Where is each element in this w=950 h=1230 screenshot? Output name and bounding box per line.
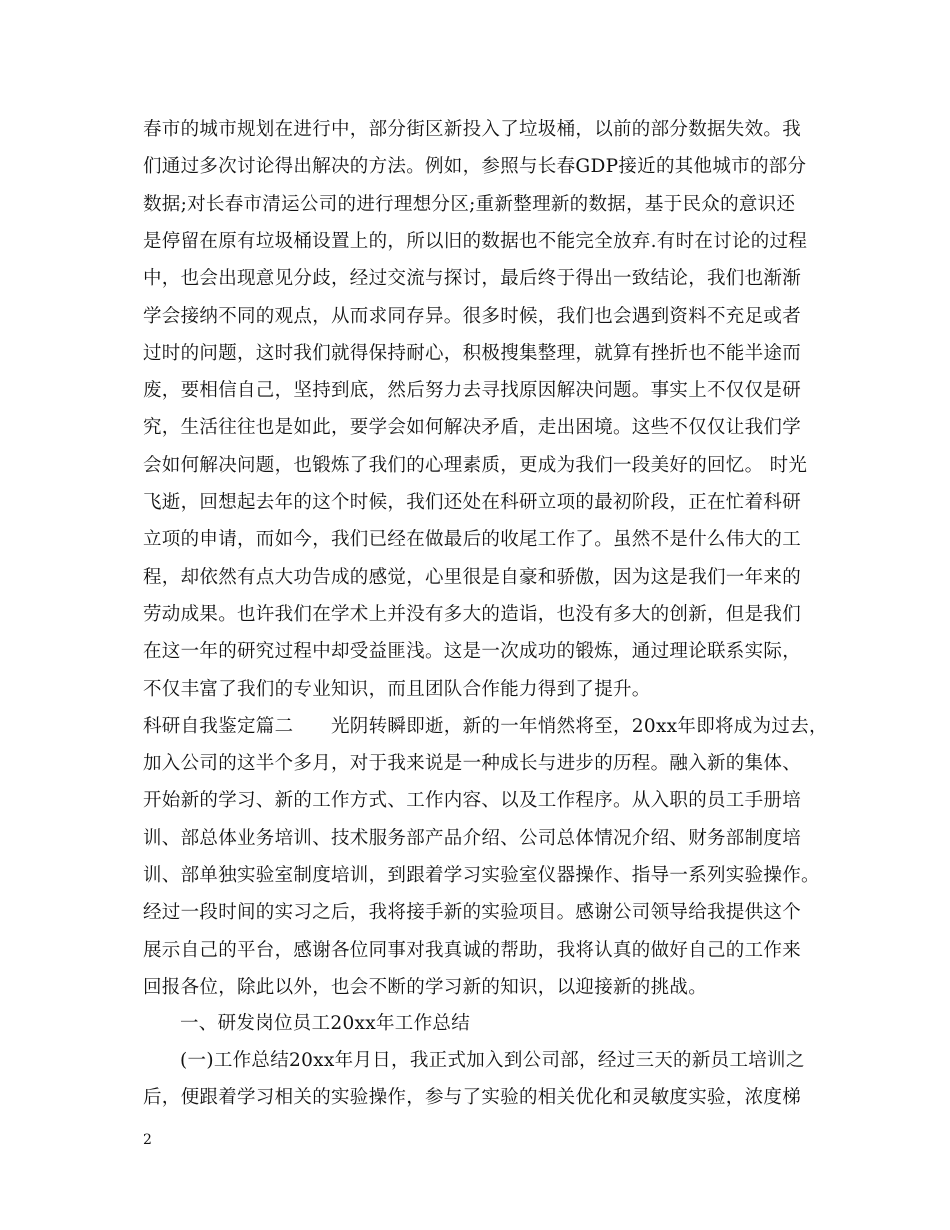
paragraph-line: 们通过多次讨论得出解决的方法。例如，参照与长春GDP接近的其他城市的部分: [143, 156, 807, 178]
paragraph-line: 不仅丰富了我们的专业知识，而且团队合作能力得到了提升。: [143, 678, 651, 700]
paragraph-line: 展示自己的平台，感谢各位同事对我真诚的帮助，我将认真的做好自己的工作来: [143, 939, 802, 961]
paragraph-line: 数据;对长春市清运公司的进行理想分区;重新整理新的数据，基于民众的意识还: [143, 193, 796, 215]
paragraph-line: 立项的申请，而如今，我们已经在做最后的收尾工作了。虽然不是什么伟大的工: [143, 529, 802, 551]
page-number: 2: [143, 1132, 152, 1148]
paragraph-line: 开始新的学习、新的工作方式、工作内容、以及工作程序。从入职的员工手册培: [143, 790, 802, 812]
paragraph-line: 春市的城市规划在进行中，部分街区新投入了垃圾桶，以前的部分数据失效。我: [143, 119, 802, 140]
paragraph-line: 训、部总体业务培训、技术服务部产品介绍、公司总体情况介绍、财务部制度培: [143, 827, 802, 849]
paragraph-line: 科研自我鉴定篇二 光阴转瞬即逝，新的一年悄然将至，20xx年即将成为过去，: [143, 715, 828, 737]
paragraph-line: 劳动成果。也许我们在学术上并没有多大的造诣，也没有多大的创新，但是我们: [143, 603, 802, 625]
paragraph-line: 废，要相信自己，坚持到底，然后努力去寻找原因解决问题。事实上不仅仅是研: [143, 380, 802, 402]
paragraph-line: 是停留在原有垃圾桶设置上的，所以旧的数据也不能完全放弃.有时在讨论的过程: [143, 230, 808, 252]
paragraph-line: 加入公司的这半个多月，对于我来说是一种成长与进步的历程。融入新的集体、: [143, 753, 802, 775]
paragraph-line: 中，也会出现意见分歧，经过交流与探讨，最后终于得出一致结论，我们也渐渐: [143, 268, 802, 290]
section-heading: 一、研发岗位员工20xx年工作总结: [180, 1013, 471, 1034]
paragraph-line: (一)工作总结20xx年月日，我正式加入到公司部，经过三天的新员工培训之: [180, 1050, 805, 1071]
paragraph-line: 训、部单独实验室制度培训，到跟着学习实验室仪器操作、指导一系列实验操作。: [143, 865, 820, 886]
paragraph-line: 后，便跟着学习相关的实验操作，参与了实验的相关优化和灵敏度实验，浓度梯: [143, 1087, 802, 1108]
paragraph-line: 究，生活往往也是如此，要学会如何解决矛盾，走出困境。这些不仅仅让我们学: [143, 417, 802, 439]
paragraph-line: 经过一段时间的实习之后，我将接手新的实验项目。感谢公司领导给我提供这个: [143, 902, 802, 924]
paragraph-line: 过时的问题，这时我们就得保持耐心，积极搜集整理，就算有挫折也不能半途而: [143, 342, 802, 364]
paragraph-line: 会如何解决问题，也锻炼了我们的心理素质，更成为我们一段美好的回忆。 时光: [143, 454, 808, 476]
paragraph-line: 学会接纳不同的观点，从而求同存异。很多时候，我们也会遇到资料不充足或者: [143, 305, 802, 327]
paragraph-line: 回报各位，除此以外，也会不断的学习新的知识，以迎接新的挑战。: [143, 976, 708, 998]
paragraph-line: 在这一年的研究过程中却受益匪浅。这是一次成功的锻炼，通过理论联系实际，: [143, 641, 802, 663]
paragraph-line: 程，却依然有点大功告成的感觉，心里很是自豪和骄傲，因为这是我们一年来的: [143, 566, 802, 588]
paragraph-line: 飞逝，回想起去年的这个时候，我们还处在科研立项的最初阶段，正在忙着科研: [143, 492, 802, 513]
